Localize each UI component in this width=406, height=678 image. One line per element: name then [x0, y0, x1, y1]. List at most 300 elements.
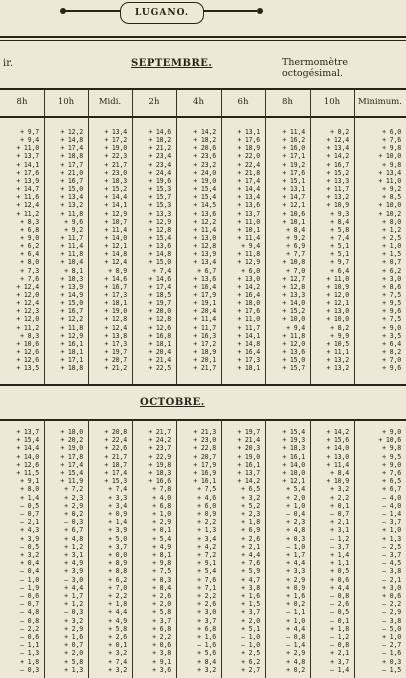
table-cell: + 2,9 [286, 575, 305, 584]
column-header: 8h [282, 97, 293, 107]
table-cell: + 5,1 [241, 624, 260, 633]
table-cell: + 7,5 [382, 291, 401, 299]
table-cell: — 2,2 [20, 624, 39, 633]
table-cell: + 6,0 [241, 266, 260, 275]
table-cell: + 12,6 [148, 323, 171, 332]
table-cell: + 20,4 [193, 307, 216, 316]
table-cell: + 2,6 [152, 592, 171, 600]
table-cell: + 16,8 [148, 331, 171, 340]
table-cell: + 1,3 [197, 526, 216, 535]
table-cell: + 3,3 [286, 567, 305, 576]
table-cell: — 1,6 [382, 649, 401, 658]
table-cell: + 20,8 [104, 428, 127, 436]
table-cell: + 22,6 [104, 444, 127, 453]
table-cell: + 3,2 [197, 665, 216, 674]
table-cell: — 1,0 [241, 633, 260, 641]
table-cell: + 13,9 [16, 176, 39, 185]
table-cell: + 14,2 [193, 128, 216, 136]
table-cell: — 1,5 [382, 665, 401, 674]
table-cell: + 18,0 [60, 428, 83, 436]
table-cell: + 21,4 [237, 436, 260, 445]
table-cell: + 6,4 [20, 250, 39, 259]
table-cell: + 13,3 [148, 209, 171, 218]
table-cell: + 11,4 [193, 225, 216, 234]
table-cell: + 8,3 [20, 331, 39, 340]
table-cell: + 3,0 [382, 583, 401, 592]
table-cell: + 2,0 [64, 649, 83, 658]
table-cell: + 13,5 [16, 364, 39, 373]
table-cell: + 6,2 [108, 575, 127, 584]
table-cell: — 1,4 [330, 665, 349, 674]
table-cell: + 17,2 [104, 136, 127, 145]
table-cell: + 14,7 [16, 185, 39, 194]
table-cell: — 2,5 [382, 542, 401, 551]
table-cell: + 17,8 [60, 452, 83, 461]
table-cell: + 1,4 [330, 551, 349, 559]
table-cell: + 18,3 [282, 444, 305, 453]
table-cell: + 9,5 [382, 299, 401, 308]
table-cell: + 21,7 [104, 452, 127, 461]
table-cell: + 10,5 [326, 339, 349, 348]
table-cell: — 4,0 [382, 493, 401, 502]
table-cell: — 1,6 [197, 641, 216, 650]
table-cell: + 1,7 [64, 592, 83, 600]
table-cell: — 0,8 [330, 641, 349, 650]
table-cell: + 2,0 [152, 600, 171, 609]
table-cell: + 13,3 [282, 291, 305, 299]
table-cell: + 0,2 [286, 600, 305, 609]
table-cell: + 16,7 [60, 176, 83, 185]
table-cell: + 15,0 [148, 258, 171, 267]
right-ornament [202, 10, 257, 12]
table-cell: + 2,1 [241, 542, 260, 551]
table-cell: + 0,6 [382, 592, 401, 600]
table-cell: + 4,8 [286, 526, 305, 535]
table-cell: + 23,2 [193, 160, 216, 169]
table-cell: + 12,1 [326, 299, 349, 308]
table-cell: — 1,0 [20, 575, 39, 584]
table-cell: + 21,8 [237, 168, 260, 177]
table-cell: — 3,7 [330, 542, 349, 551]
table-cell: + 4,4 [64, 583, 83, 592]
table-cell: + 13,4 [104, 128, 127, 136]
table-cell: + 24,2 [148, 436, 171, 445]
table-cell: — 1,0 [286, 542, 305, 551]
table-cell: + 18,3 [104, 176, 127, 185]
table-cell: + 16,6 [148, 477, 171, 486]
table-cell: + 4,9 [152, 542, 171, 551]
table-cell: + 16,4 [237, 291, 260, 299]
october-top-rule [0, 419, 406, 421]
table-cell: + 3,2 [64, 616, 83, 625]
table-cell: + 6,5 [382, 477, 401, 486]
table-cell: — 1,3 [20, 649, 39, 658]
table-cell: + 14,0 [282, 460, 305, 469]
table-cell: — 0,5 [20, 542, 39, 551]
table-cell: + 15,4 [60, 469, 83, 477]
column-divider [176, 419, 177, 678]
table-cell: + 16,4 [193, 282, 216, 291]
table-cell: + 1,8 [108, 600, 127, 609]
table-cell: + 17,4 [104, 469, 127, 477]
table-cell: + 2,5 [241, 649, 260, 658]
column-divider [132, 419, 133, 678]
table-cell: + 12,1 [282, 201, 305, 210]
table-cell: + 6,8 [152, 624, 171, 633]
top-rule-thin [0, 40, 406, 41]
table-cell: + 5,1 [330, 242, 349, 251]
table-cell: + 3,0 [197, 608, 216, 617]
table-cell: + 15,0 [60, 185, 83, 194]
table-cell: + 13,6 [193, 274, 216, 283]
table-cell: + 2,2 [152, 633, 171, 641]
table-cell: + 18,8 [60, 364, 83, 373]
table-cell: + 14,1 [104, 201, 127, 210]
table-cell: + 3,9 [64, 567, 83, 576]
table-cell: + 7,0 [286, 266, 305, 275]
table-cell: + 7,0 [108, 583, 127, 592]
table-cell: — 3,8 [382, 616, 401, 625]
table-cell: + 4,2 [197, 542, 216, 551]
table-cell: + 20,1 [193, 356, 216, 365]
table-cell: + 6,9 [286, 242, 305, 251]
table-cell: + 6,0 [382, 128, 401, 136]
table-cell: + 18,9 [237, 144, 260, 153]
table-cell: + 5,2 [241, 501, 260, 510]
table-cell: + 12,6 [16, 356, 39, 365]
table-cell: + 15,3 [148, 185, 171, 194]
table-cell: + 15,7 [148, 193, 171, 202]
table-cell: + 1,2 [382, 225, 401, 234]
table-cell: + 23,7 [148, 444, 171, 453]
column-header: Midi. [98, 97, 122, 107]
table-cell: + 10,7 [104, 217, 127, 226]
table-cell: + 9,1 [20, 477, 39, 486]
table-cell: + 5,0 [108, 534, 127, 543]
table-cell: + 4,9 [64, 559, 83, 568]
table-cell: + 8,4 [330, 217, 349, 226]
column-divider [310, 419, 311, 678]
table-cell: — 1,1 [20, 641, 39, 650]
table-cell: + 16,3 [193, 331, 216, 340]
table-cell: + 17,1 [282, 152, 305, 161]
table-cell: + 17,3 [104, 339, 127, 348]
table-cell: + 12,2 [193, 217, 216, 226]
table-cell: + 4,4 [330, 583, 349, 592]
column-header: 4h [193, 97, 204, 107]
table-cell: + 15,3 [104, 477, 127, 486]
table-cell: + 8,0 [20, 485, 39, 494]
table-cell: + 14,5 [193, 201, 216, 210]
table-cell: + 0,2 [286, 665, 305, 674]
header-bottom-rule [0, 116, 406, 118]
table-cell: + 1,5 [241, 600, 260, 609]
table-cell: — 1,4 [286, 641, 305, 650]
table-cell: — 3,7 [382, 551, 401, 559]
table-cell: + 12,4 [16, 299, 39, 308]
table-cell: + 13,9 [193, 250, 216, 259]
table-cell: + 2,2 [197, 592, 216, 600]
table-cell: + 23,0 [193, 436, 216, 445]
column-divider [221, 419, 222, 678]
table-cell: + 12,9 [60, 331, 83, 340]
table-cell: + 8,3 [20, 217, 39, 226]
table-cell: + 0,7 [382, 258, 401, 267]
table-cell: + 21,2 [148, 144, 171, 153]
table-cell: + 15,2 [104, 185, 127, 194]
table-cell: + 18,1 [60, 348, 83, 357]
table-cell: + 10,0 [378, 201, 401, 210]
table-cell: + 12,3 [16, 307, 39, 316]
table-cell: + 13,6 [237, 201, 260, 210]
september-bottom-rule [0, 384, 406, 386]
table-cell: + 8,4 [286, 225, 305, 234]
table-cell: + 6,7 [197, 266, 216, 275]
table-cell: + 12,8 [148, 225, 171, 234]
table-cell: + 9,7 [330, 258, 349, 267]
table-cell: + 13,0 [326, 452, 349, 461]
table-cell: + 11,0 [237, 315, 260, 324]
column-divider [310, 89, 311, 384]
table-cell: + 5,8 [152, 608, 171, 617]
table-cell: + 13,2 [326, 364, 349, 373]
table-cell: — 4,0 [382, 501, 401, 510]
table-cell: + 13,3 [326, 176, 349, 185]
table-cell: + 4,9 [108, 616, 127, 625]
table-cell: + 1,0 [286, 616, 305, 625]
column-header: 8h [16, 97, 28, 107]
table-cell: + 6,7 [64, 526, 83, 535]
table-cell: + 14,0 [326, 444, 349, 453]
table-cell: + 13,8 [104, 331, 127, 340]
table-cell: + 22,8 [193, 444, 216, 453]
table-cell: + 19,0 [104, 307, 127, 316]
table-cell: + 3,4 [108, 501, 127, 510]
table-cell: + 9,2 [286, 233, 305, 242]
table-cell: — 0,7 [20, 600, 39, 609]
table-cell: + 9,8 [382, 160, 401, 169]
table-cell: + 0,2 [64, 510, 83, 518]
table-cell: + 4,8 [64, 534, 83, 543]
table-cell: + 9,4 [241, 242, 260, 251]
table-cell: + 8,0 [382, 217, 401, 226]
table-cell: + 19,0 [60, 444, 83, 453]
table-cell: + 8,8 [108, 567, 127, 576]
table-cell: + 13,1 [237, 128, 260, 136]
table-cell: + 14,2 [237, 477, 260, 486]
table-cell: — 0,3 [20, 665, 39, 674]
table-cell: + 22,5 [148, 364, 171, 373]
table-cell: + 0,5 [330, 567, 349, 576]
table-cell: + 12,6 [16, 460, 39, 469]
table-cell: + 10,0 [282, 315, 305, 324]
table-cell: + 11,0 [326, 274, 349, 283]
table-cell: + 18,1 [148, 339, 171, 348]
table-cell: + 1,0 [152, 510, 171, 518]
column-header: 10h [323, 97, 341, 107]
table-cell: — 0,7 [330, 510, 349, 518]
table-cell: + 3,2 [108, 649, 127, 658]
table-cell: + 14,2 [237, 282, 260, 291]
table-cell: + 11,2 [16, 209, 39, 218]
table-cell: + 21,3 [193, 428, 216, 436]
table-cell: + 10,1 [282, 217, 305, 226]
table-cell: — 1,2 [330, 534, 349, 543]
table-cell: + 11,0 [16, 144, 39, 153]
table-cell: + 12,0 [16, 291, 39, 299]
column-divider [354, 419, 355, 678]
table-cell: + 11,0 [237, 217, 260, 226]
table-cell: + 12,9 [104, 209, 127, 218]
table-cell: + 0,9 [286, 583, 305, 592]
table-cell: + 16,7 [60, 307, 83, 316]
table-cell: + 15,6 [326, 436, 349, 445]
table-cell: + 15,3 [148, 201, 171, 210]
table-cell: + 13,7 [237, 209, 260, 218]
table-cell: + 12,0 [326, 291, 349, 299]
table-cell: + 17,9 [193, 460, 216, 469]
table-cell: + 1,3 [64, 665, 83, 674]
table-cell: + 22,4 [237, 160, 260, 169]
table-cell: + 7,2 [197, 551, 216, 559]
table-cell: + 14,1 [237, 331, 260, 340]
table-cell: + 13,1 [282, 185, 305, 194]
table-cell: + 18,8 [60, 152, 83, 161]
table-cell: + 16,0 [282, 144, 305, 153]
table-cell: + 3,0 [382, 274, 401, 283]
table-cell: + 15,4 [282, 428, 305, 436]
table-cell: + 6,2 [20, 242, 39, 251]
table-cell: + 14,6 [148, 274, 171, 283]
table-cell: + 12,2 [60, 128, 83, 136]
table-cell: + 3,1 [64, 551, 83, 559]
column-header: 2h [148, 97, 160, 107]
table-cell: + 1,7 [286, 551, 305, 559]
table-cell: + 1,2 [64, 542, 83, 551]
table-cell: + 21,7 [104, 160, 127, 169]
table-cell: + 15,4 [148, 233, 171, 242]
table-cell: + 9,6 [64, 217, 83, 226]
table-cell: + 11,4 [104, 225, 127, 234]
table-cell: + 1,6 [241, 592, 260, 600]
table-cell: + 10,8 [282, 258, 305, 267]
table-cell: + 1,6 [286, 592, 305, 600]
table-cell: + 15,2 [326, 168, 349, 177]
table-cell: + 7,1 [197, 583, 216, 592]
table-cell: + 18,2 [148, 136, 171, 145]
table-cell: — 3,0 [64, 575, 83, 584]
table-cell: + 4,4 [286, 559, 305, 568]
table-cell: + 8,2 [330, 323, 349, 332]
table-cell: + 3,2 [241, 493, 260, 502]
table-cell: + 12,8 [104, 315, 127, 324]
table-cell: + 12,2 [60, 315, 83, 324]
table-cell: + 13,4 [193, 258, 216, 267]
table-cell: — 0,6 [20, 592, 39, 600]
table-cell: + 9,6 [382, 364, 401, 373]
table-cell: + 10,4 [60, 258, 83, 267]
table-cell: + 12,9 [148, 217, 171, 226]
table-cell: + 16,7 [104, 282, 127, 291]
column-divider [132, 89, 133, 384]
table-cell: + 0,9 [197, 510, 216, 518]
table-cell: + 2,2 [197, 518, 216, 527]
table-cell: + 9,8 [382, 444, 401, 453]
table-cell: + 9,2 [64, 225, 83, 234]
table-cell: + 21,7 [193, 364, 216, 373]
table-cell: + 12,4 [16, 201, 39, 210]
table-cell: + 16,1 [193, 477, 216, 486]
table-cell: + 2,7 [241, 665, 260, 674]
table-cell: + 19,0 [193, 176, 216, 185]
table-cell: + 14,1 [16, 160, 39, 169]
table-cell: + 11,4 [60, 242, 83, 251]
table-cell: + 19,8 [148, 460, 171, 469]
table-cell: + 9,7 [20, 128, 39, 136]
table-cell: + 0,4 [20, 559, 39, 568]
table-cell: + 11,6 [16, 193, 39, 202]
table-cell: + 9,0 [20, 233, 39, 242]
table-cell: + 19,0 [104, 144, 127, 153]
table-cell: + 11,8 [60, 250, 83, 259]
table-cell: + 13,2 [326, 193, 349, 202]
table-cell: + 7,5 [382, 315, 401, 324]
table-cell: + 8,4 [152, 583, 171, 592]
table-cell: + 22,3 [104, 152, 127, 161]
table-cell: + 15,1 [282, 176, 305, 185]
table-cell: + 2,9 [64, 624, 83, 633]
table-cell: + 12,8 [193, 242, 216, 251]
column-divider [221, 89, 222, 384]
table-cell: + 3,1 [330, 526, 349, 535]
table-cell: — 2,6 [330, 600, 349, 609]
table-cell: + 0,1 [152, 526, 171, 535]
table-cell: + 7,4 [108, 657, 127, 666]
left-margin-label: ir. [3, 58, 14, 69]
column-header: 6h [237, 97, 249, 107]
table-cell: + 17,6 [16, 168, 39, 177]
table-cell: + 1,0 [382, 242, 401, 251]
table-cell: + 10,3 [60, 274, 83, 283]
table-cell: — 5,0 [382, 624, 401, 633]
column-divider [88, 419, 89, 678]
table-cell: + 12,8 [148, 315, 171, 324]
table-cell: + 18,3 [148, 469, 171, 477]
table-cell: + 5,9 [241, 567, 260, 576]
table-cell: + 0,3 [286, 534, 305, 543]
table-cell: + 10,6 [282, 209, 305, 218]
table-cell: + 2,3 [241, 510, 260, 518]
table-cell: + 12,1 [104, 242, 127, 251]
table-cell: — 0,6 [20, 633, 39, 641]
table-cell: + 6,2 [241, 657, 260, 666]
table-cell: + 12,4 [104, 258, 127, 267]
table-cell: + 6,0 [197, 501, 216, 510]
table-cell: + 0,0 [108, 551, 127, 559]
table-cell: + 13,7 [16, 152, 39, 161]
table-cell: + 6,4 [382, 339, 401, 348]
table-cell: + 10,1 [237, 225, 260, 234]
table-cell: + 1,6 [64, 633, 83, 641]
table-cell: + 21,7 [148, 428, 171, 436]
table-cell: — 0,8 [286, 633, 305, 641]
table-cell: + 8,4 [197, 657, 216, 666]
table-cell: + 11,4 [326, 460, 349, 469]
table-cell: + 1,8 [20, 657, 39, 666]
table-cell: + 14,2 [326, 428, 349, 436]
table-cell: + 4,4 [241, 551, 260, 559]
table-cell: + 18,1 [104, 299, 127, 308]
